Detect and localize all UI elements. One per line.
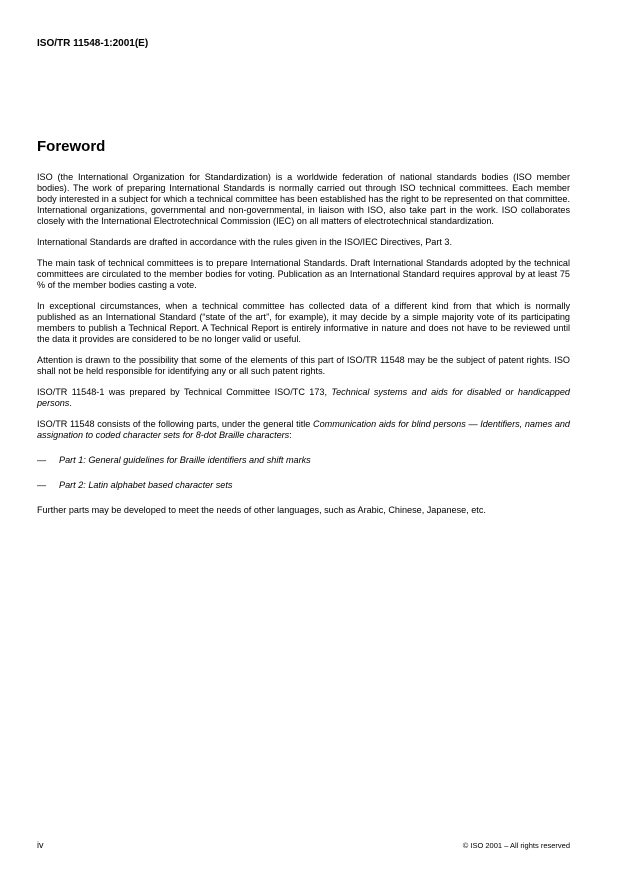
page-title: Foreword — [37, 138, 106, 155]
general-title: Communication aids for blind persons — Identifiers, names and assignation to coded character sets for 8-dot Braille characters — [37, 419, 570, 440]
list-item — [37, 480, 570, 491]
paragraph-main-task: The main task of technical committees is to prepare International Standards. Draft International Standards adopted by the technical committees are circulated to the member bodies for voting. Publication as an International Standard requires approval by at least 75 % of the member bodies casting a vote. — [37, 258, 570, 290]
committee-title: Technical systems and aids for disabled or handicapped persons — [37, 387, 570, 408]
copyright-notice: © ISO 2001 – All rights reserved — [462, 841, 570, 850]
paragraph-further-parts: Further parts may be developed to meet the needs of other languages, such as Arabic, Chinese, Japanese, etc. — [37, 505, 486, 515]
paragraph-patent: Attention is drawn to the possibility that some of the elements of this part of ISO/TR 11548 may be the subject of patent rights. ISO shall not be held responsible for identifying any or all such patent rights. — [37, 355, 570, 376]
list-dash: — — [37, 455, 47, 465]
page-number: iv — [37, 840, 44, 850]
part-1-title: Part 1: General guidelines for Braille identifiers and shift marks — [59, 455, 311, 465]
document-id-header: ISO/TR 11548-1:2001(E) — [37, 38, 149, 49]
list-dash: — — [37, 480, 47, 490]
paragraph-prepared-by — [37, 387, 570, 409]
paragraph-directives: International Standards are drafted in accordance with the rules given in the ISO/IEC Directives, Part 3. — [37, 237, 452, 247]
list-item — [37, 455, 570, 466]
part-2-title: Part 2: Latin alphabet based character sets — [59, 480, 233, 490]
parts-intro-text: ISO/TR 11548 consists of the following parts, under the general title — [37, 419, 313, 429]
prepared-by-end: . — [69, 398, 72, 408]
parts-intro-end: : — [289, 430, 292, 440]
prepared-by-text: ISO/TR 11548-1 was prepared by Technical Committee ISO/TC 173, — [37, 387, 332, 397]
paragraph-parts-intro — [37, 419, 570, 441]
paragraph-iso-intro: ISO (the International Organization for Standardization) is a worldwide federation of national standards bodies (ISO member bodies). The work of preparing International Standards is normally carried out through ISO technical committees. Each member body interested in a subject for which a technical committee has been established has the right to be represented on that committee. International organizations, governmental and non-governmental, in liaison with ISO, also take part in the work. ISO collaborates closely with the International Electrotechnical Commission (IEC) on all matters of electrotechnical standardization. — [37, 172, 570, 226]
paragraph-exceptional: In exceptional circumstances, when a technical committee has collected data of a different kind from that which is normally published as an International Standard (“state of the art”, for example), it may decide by a simple majority vote of its participating members to publish a Technical Report. A Technical Report is entirely informative in nature and does not have to be reviewed until the data it provides are considered to be no longer valid or useful. — [37, 301, 570, 344]
foreword-body — [37, 172, 570, 526]
